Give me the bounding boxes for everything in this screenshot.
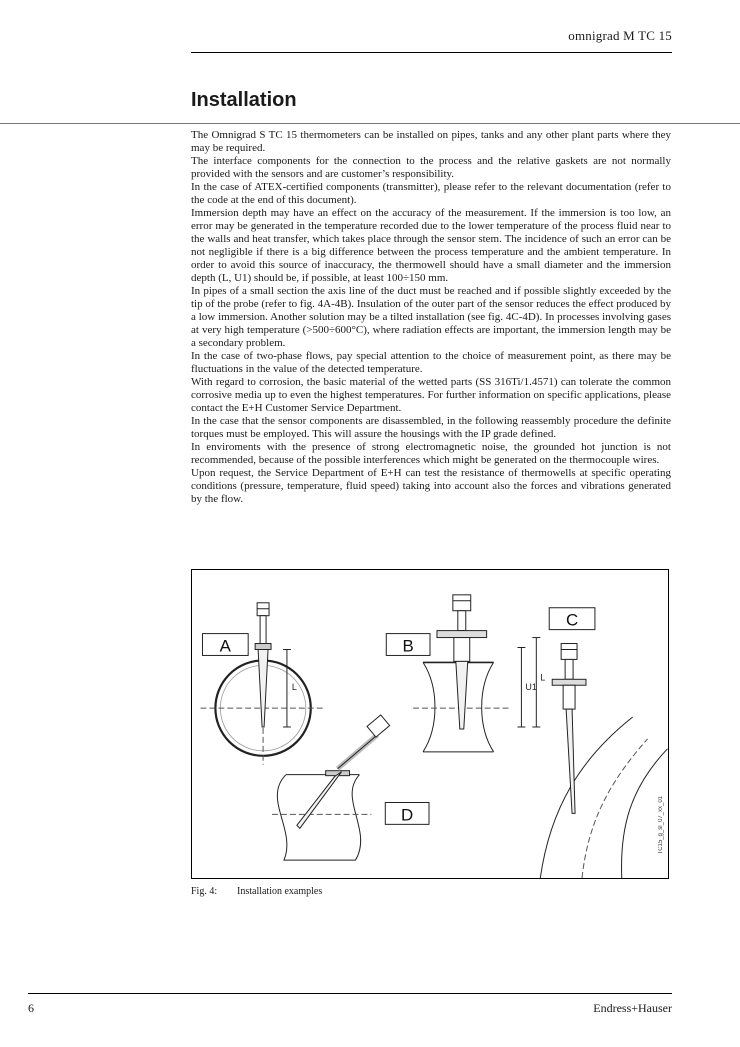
caption-number: Fig. 4: [191, 886, 218, 897]
paragraph: Upon request, the Service Department of E+H can test the resistance of thermowells at specific operating conditions (pressure, temperature, fluid speed) taking into account also the forces and vibrations generated by the flow. [191, 467, 671, 505]
paragraph: In the case of two-phase flows, pay special attention to the choice of measurement point, as there may be fluctuations in the value of the detected temperature. [191, 350, 671, 375]
example-a-drawing [200, 603, 325, 765]
title-divider [0, 123, 740, 124]
caption-text: Installation examples [237, 886, 323, 897]
example-d-label: D [401, 805, 414, 825]
paragraph: With regard to corrosion, the basic material of the wetted parts (SS 316Ti/1.4571) can tolerate the common corrosive media up to even the highest temperatures. For further information on specific applications, please contact the E+H Customer Service Department. [191, 376, 671, 414]
paragraph: In the case of ATEX-certified components (transmitter), please refer to the relevant documentation (refer to the code at the end of this document). [191, 181, 671, 206]
example-c-drawing [540, 644, 667, 878]
dimension-l-b: L [540, 672, 546, 683]
page-number: 6 [28, 1001, 34, 1015]
installation-drawing [192, 570, 668, 878]
dimension-l-a: L [291, 682, 297, 693]
paragraph: In enviroments with the presence of strong electromagnetic noise, the grounded hot junction is not recommended, because of the possible interferences which might be generated on the thermocouple wires. [191, 441, 671, 466]
paragraph: In the case that the sensor components are disassembled, in the following reassembly procedure the definite torques must be employed. This will assure the housings with the IP grade defined. [191, 415, 671, 440]
footer-divider [28, 993, 672, 994]
example-b-label: B [402, 636, 414, 656]
body-text [191, 129, 671, 506]
example-b-drawing [413, 595, 540, 752]
figure-code: TC15_g_sl_07_xx_01 [658, 796, 664, 855]
paragraph: Immersion depth may have an effect on the accuracy of the measurement. If the immersion is too low, an error may be generated in the temperature recorded due to the lower temperature of the process fluid near to the walls and heat transfer, which takes place through the sensor stem. The incidence of such an error can be not negligible if there is a big difference between the process temperature and the ambient temperature. In order to avoid this source of inaccuracy, the thermowell should have a small diameter and the immersion depth (L, U1) should be, if possible, at least 100÷150 mm. [191, 207, 671, 284]
brand-name: Endress+Hauser [593, 1001, 672, 1015]
paragraph: The Omnigrad S TC 15 thermometers can be installed on pipes, tanks and any other plant parts where they may be required. [191, 129, 671, 154]
example-a-label: A [219, 636, 231, 656]
section-title: Installation [191, 89, 297, 111]
dimension-u1-b: U1 [525, 682, 537, 693]
example-c-label: C [565, 610, 579, 630]
header-title: omnigrad M TC 15 [568, 28, 672, 43]
paragraph: The interface components for the connection to the process and the relative gaskets are not normally provided with the sensors and are customer’s responsibility. [191, 155, 671, 180]
example-d-drawing [272, 715, 390, 860]
figure-caption [191, 886, 322, 897]
header-divider [191, 52, 672, 53]
paragraph: In pipes of a small section the axis line of the duct must be reached and if possible slightly exceeded by the tip of the probe (refer to fig. 4A-4B). Insulation of the outer part of the sensor reduces the effect produced by a low immersion. Another solution may be a tilted installation (see fig. 4C-4D). In processes involving gases at very high temperature (>500÷600°C), where radiation effects are important, the immersion length may be a secondary problem. [191, 285, 671, 349]
installation-figure [191, 569, 669, 879]
